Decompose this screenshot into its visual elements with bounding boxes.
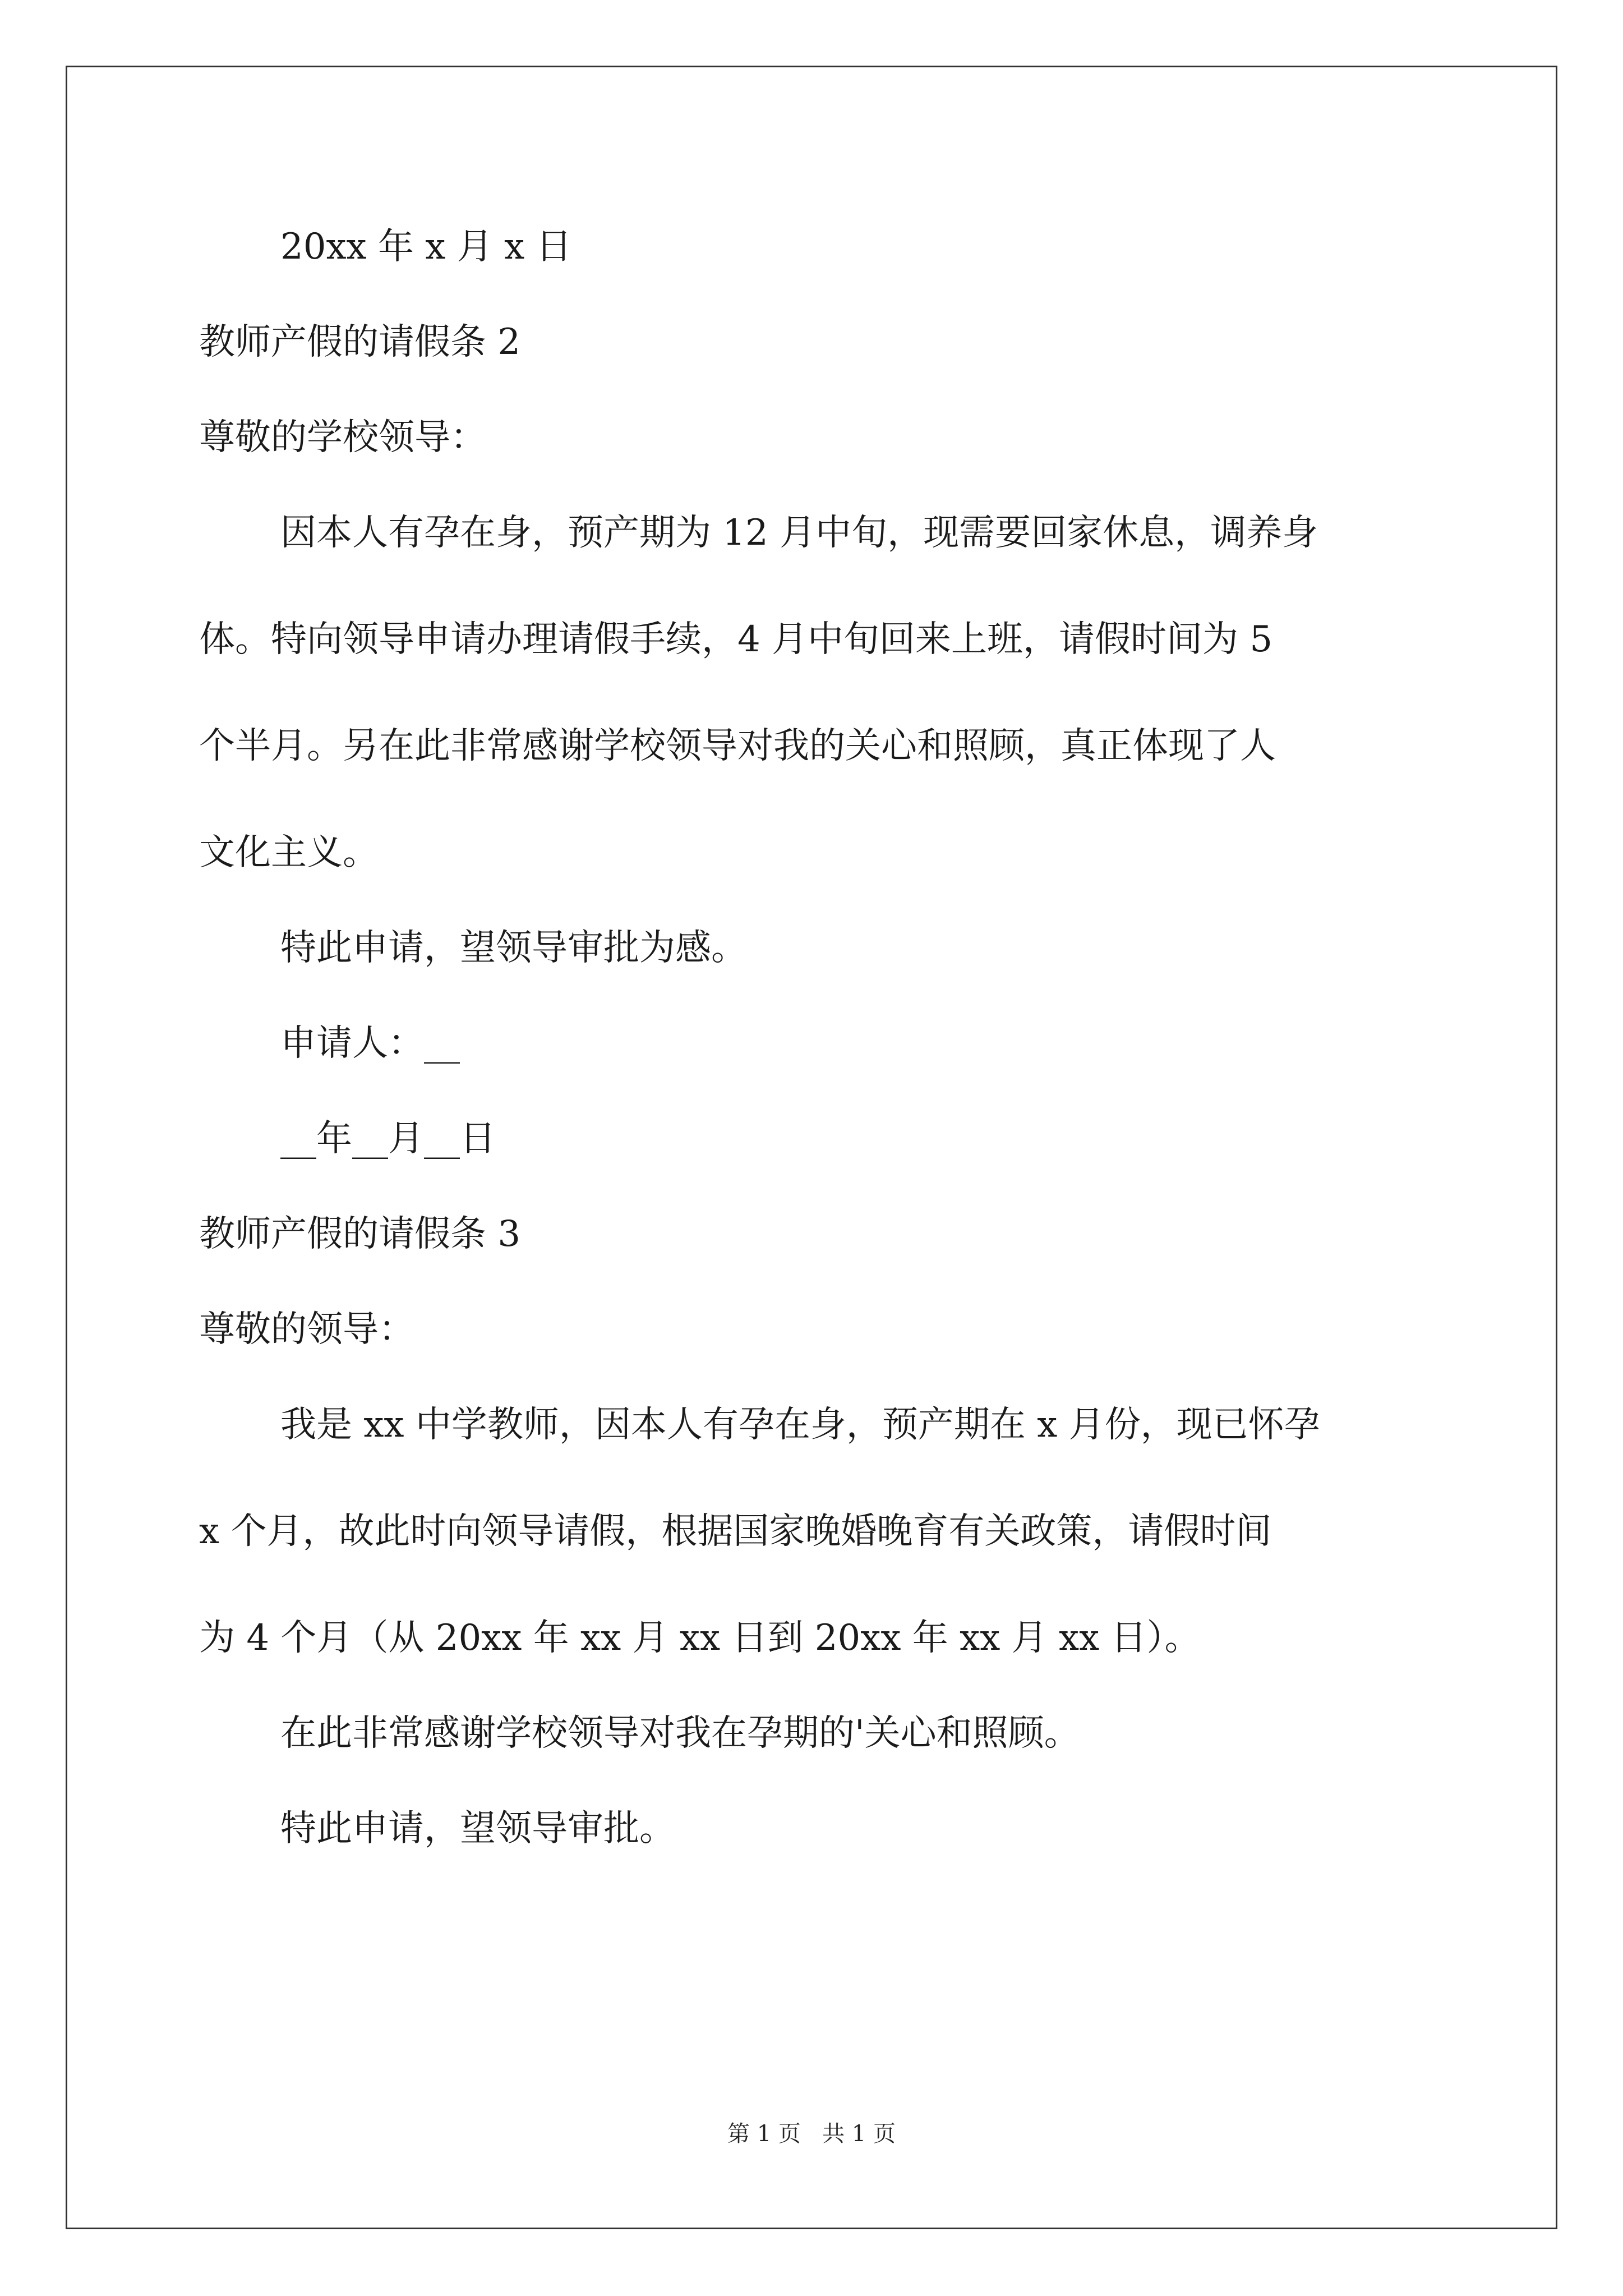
letter2-body-line: 个半月。另在此非常感谢学校领导对我的关心和照顾，真正体现了人 [199,725,1276,767]
letter2-body-line: 体。特向领导申请办理请假手续，4 月中旬回来上班，请假时间为 5 [199,619,1273,660]
letter2-closing: 特此申请，望领导审批为感。 [280,927,747,969]
date-line: 20xx 年 x 月 x 日 [280,226,572,268]
letter3-salutation: 尊敬的领导： [199,1309,414,1350]
letter3-heading: 教师产假的请假条 3 [199,1213,521,1255]
letter2-body-line: 因本人有孕在身，预产期为 12 月中旬，现需要回家休息，调养身 [280,512,1318,554]
letter3-closing: 特此申请，望领导审批。 [280,1808,675,1849]
letter2-body-line: 文化主义。 [199,832,379,873]
letter2-salutation: 尊敬的学校领导： [199,417,486,458]
letter3-thanks: 在此非常感谢学校领导对我在孕期的'关心和照顾。 [280,1713,1080,1754]
letter3-body-line: 我是 xx 中学教师，因本人有孕在身，预产期在 x 月份，现已怀孕 [280,1404,1320,1446]
letter3-body [199,1397,1433,1666]
letter3-body-line: 为 4 个月（从 20xx 年 xx 月 xx 日到 20xx 年 xx 月 xx 日）。 [199,1617,1201,1659]
letter2-date-blank: __年__月__日 [280,1118,496,1159]
letter3-body-line: x 个月，故此时向领导请假，根据国家晚婚晚育有关政策，请假时间 [199,1511,1272,1552]
page-footer: 第 1 页 共 1 页 [727,2121,896,2147]
document-body [199,219,1433,1857]
letter2-heading: 教师产假的请假条 2 [199,321,521,363]
letter2-body [199,505,1433,881]
letter2-applicant: 申请人：__ [280,1023,460,1064]
